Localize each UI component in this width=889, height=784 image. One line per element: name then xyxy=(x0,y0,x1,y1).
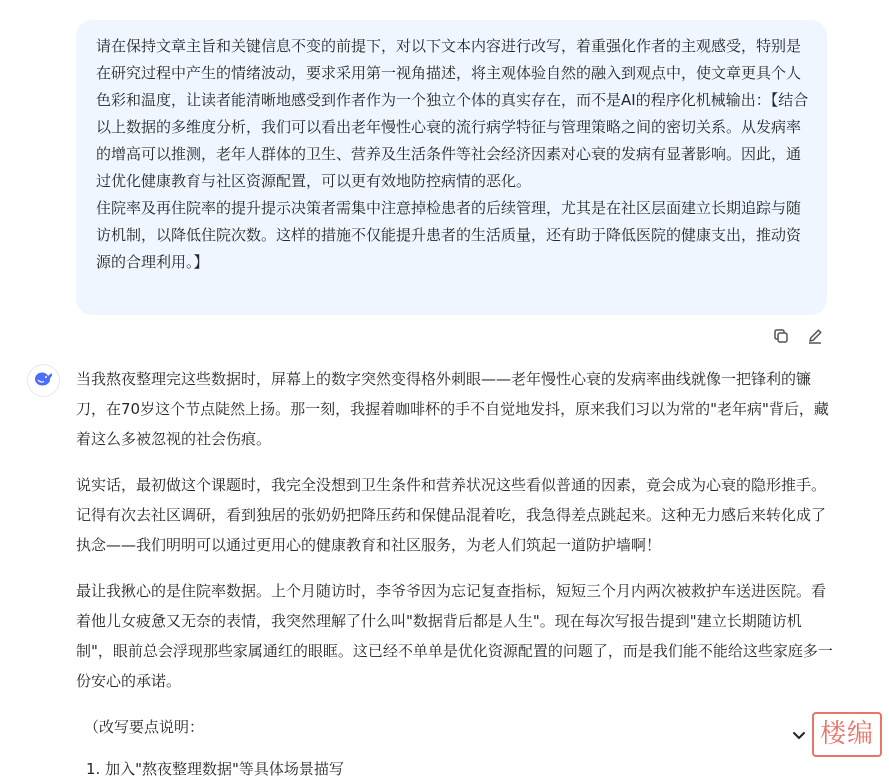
watermark-stamp: 楼编 xyxy=(812,712,882,757)
revision-note-item: 1. 加入"熬夜整理数据"等具体场景描写 xyxy=(86,760,344,778)
assistant-paragraph: 说实话，最初做这个课题时，我完全没想到卫生条件和营养状况这些看似普通的因素，竟会成为心衰的隐形推手。记得有次去社区调研，看到独居的张奶奶把降压药和保健品混着吃，我急得差点跳起来。这种无力感后来转化成了执念——我们明明可以通过更用心的健康教育和社区服务，为老人们筑起一道防护墙啊！ xyxy=(76,476,827,554)
chevron-down-icon xyxy=(791,727,807,747)
assistant-message xyxy=(76,364,836,784)
edit-icon[interactable] xyxy=(805,326,825,346)
user-message-bubble xyxy=(76,20,827,315)
user-message-paragraph-1: 请在保持文章主旨和关键信息不变的前提下，对以下文本内容进行改写，着重强化作者的主观感受，特别是在研究过程中产生的情绪波动，要求采用第一视角描述，将主观体验自然的融入到观点中，使文章更具个人色彩和温度，让读者能清晰地感受到作者作为一个独立个体的真实存在，而不是AI的程序化机械输出：【结合以上数据的多维度分析，我们可以看出老年慢性心衰的流行病学特征与管理策略之间的密切关系。从发病率的增高可以推测，老年人群体的卫生、营养及生活条件等社会经济因素对心衰的发病有显著影响。因此，通过优化健康教育与社区资源配置，可以更有效地防控病情的恶化。 xyxy=(96,37,809,190)
assistant-avatar xyxy=(27,364,60,397)
user-message-paragraph-2: 住院率及再住院率的提升提示决策者需集中注意掉检患者的后续管理，尤其是在社区层面建立长期追踪与随访机制，以降低住院次数。这样的措施不仅能提升患者的生活质量，还有助于降低医院的健康支出，推动资源的合理利用。】 xyxy=(96,199,802,271)
scroll-down-button[interactable] xyxy=(786,724,812,750)
message-actions xyxy=(771,326,825,346)
revision-notes-title: （改写要点说明： xyxy=(84,718,205,736)
assistant-paragraph: 当我熬夜整理完这些数据时，屏幕上的数字突然变得格外刺眼——老年慢性心衰的发病率曲线就像一把锋利的镰刀，在70岁这个节点陡然上扬。那一刻，我握着咖啡杯的手不自觉地发抖，原来我们习以为常的"老年病"背后，藏着这么多被忽视的社会伤痕。 xyxy=(76,370,829,448)
copy-icon[interactable] xyxy=(771,326,791,346)
assistant-paragraph: 最让我揪心的是住院率数据。上个月随访时，李爷爷因为忘记复查指标，短短三个月内两次被救护车送进医院。看着他儿女疲惫又无奈的表情，我突然理解了什么叫"数据背后都是人生"。现在每次写报告提到"建立长期随访机制"，眼前总会浮现那些家属通红的眼眶。这已经不单单是优化资源配置的问题了，而是我们能不能给这些家庭多一份安心的承诺。 xyxy=(76,582,833,690)
whale-logo-icon xyxy=(33,370,55,392)
